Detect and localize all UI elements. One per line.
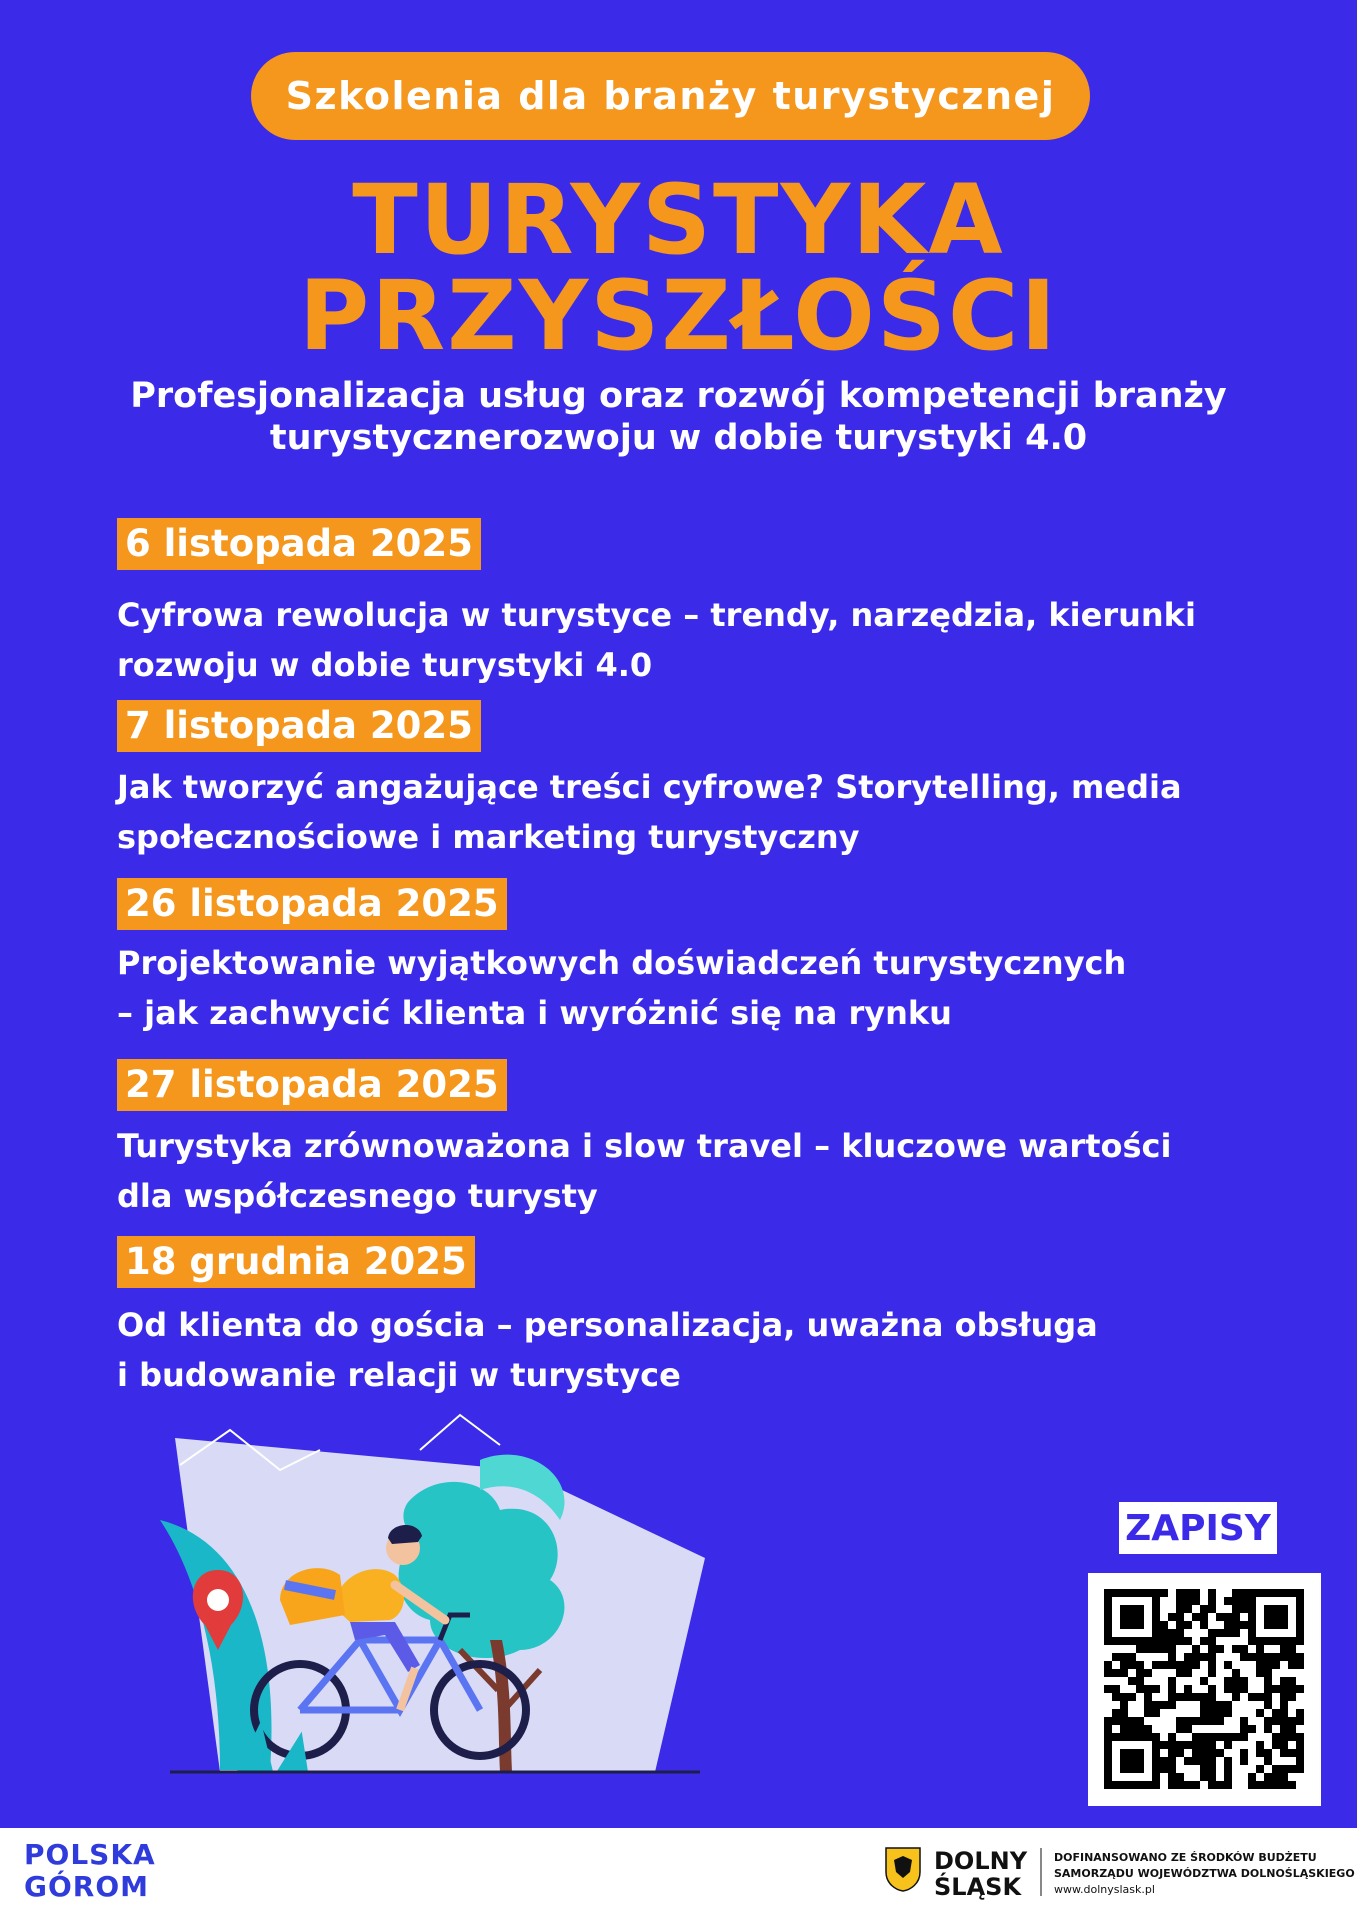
event-description [117,590,1277,690]
event-description-line: rozwoju w dobie turystyki 4.0 [117,646,653,684]
event-date: 6 listopada 2025 [117,518,481,570]
funding-note [1054,1850,1355,1898]
signup-label: ZAPISY [1119,1502,1277,1554]
divider [1040,1848,1042,1896]
region-crest-icon [884,1846,922,1892]
event-4 [117,1059,1277,1221]
event-description [117,1300,1277,1400]
event-description-line: Od klienta do gościa – personalizacja, uważna obsługa [117,1306,1098,1344]
event-description [117,762,1277,862]
event-date: 7 listopada 2025 [117,700,481,752]
event-description [117,938,1277,1038]
event-2 [117,700,1277,862]
title-line-1: TURYSTYKA [352,164,1005,276]
subtitle-line-2: turystycznerozwoju w dobie turystyki 4.0 [269,418,1088,458]
event-1 [117,518,1277,690]
funding-line: DOFINANSOWANO ZE ŚRODKÓW BUDŻETU [1054,1851,1317,1864]
polska-gorom-logo [24,1840,156,1902]
event-description-line: Turystyka zrównoważona i slow travel – kluczowe wartości [117,1127,1172,1165]
event-description-line: Jak tworzyć angażujące treści cyfrowe? Storytelling, media [117,768,1182,806]
logo-line: DOLNY [934,1847,1028,1875]
logo-line: ŚLĄSK [934,1873,1022,1901]
funding-line: SAMORZĄDU WOJEWÓDZTWA DOLNOŚLĄSKIEGO [1054,1867,1355,1880]
event-date: 26 listopada 2025 [117,878,507,930]
event-description-line: i budowanie relacji w turystyce [117,1356,681,1394]
logo-line: POLSKA [24,1838,156,1871]
event-description-line: społecznościowe i marketing turystyczny [117,818,860,856]
footer [0,1828,1357,1920]
event-5 [117,1236,1277,1400]
title-line-2: PRZYSZŁOŚCI [298,260,1059,372]
event-description [117,1121,1277,1221]
event-3 [117,878,1277,1038]
event-description-line: Projektowanie wyjątkowych doświadczeń turystycznych [117,944,1127,982]
logo-line: GÓROM [24,1870,150,1903]
header-pill: Szkolenia dla branży turystycznej [251,52,1090,140]
cyclist-illustration [160,1410,720,1790]
event-description-line: dla współczesnego turysty [117,1177,598,1215]
event-description-line: – jak zachwycić klienta i wyróżnić się na rynku [117,994,952,1032]
subtitle-line-1: Profesjonalizacja usług oraz rozwój kompetencji branży [130,376,1227,416]
funding-url[interactable]: www.dolnyslask.pl [1054,1883,1155,1896]
qr-code-icon[interactable] [1088,1573,1321,1806]
event-date: 27 listopada 2025 [117,1059,507,1111]
event-description-line: Cyfrowa rewolucja w turystyce – trendy, narzędzia, kierunki [117,596,1196,634]
event-date: 18 grudnia 2025 [117,1236,475,1288]
dolny-slask-logo [934,1848,1027,1900]
